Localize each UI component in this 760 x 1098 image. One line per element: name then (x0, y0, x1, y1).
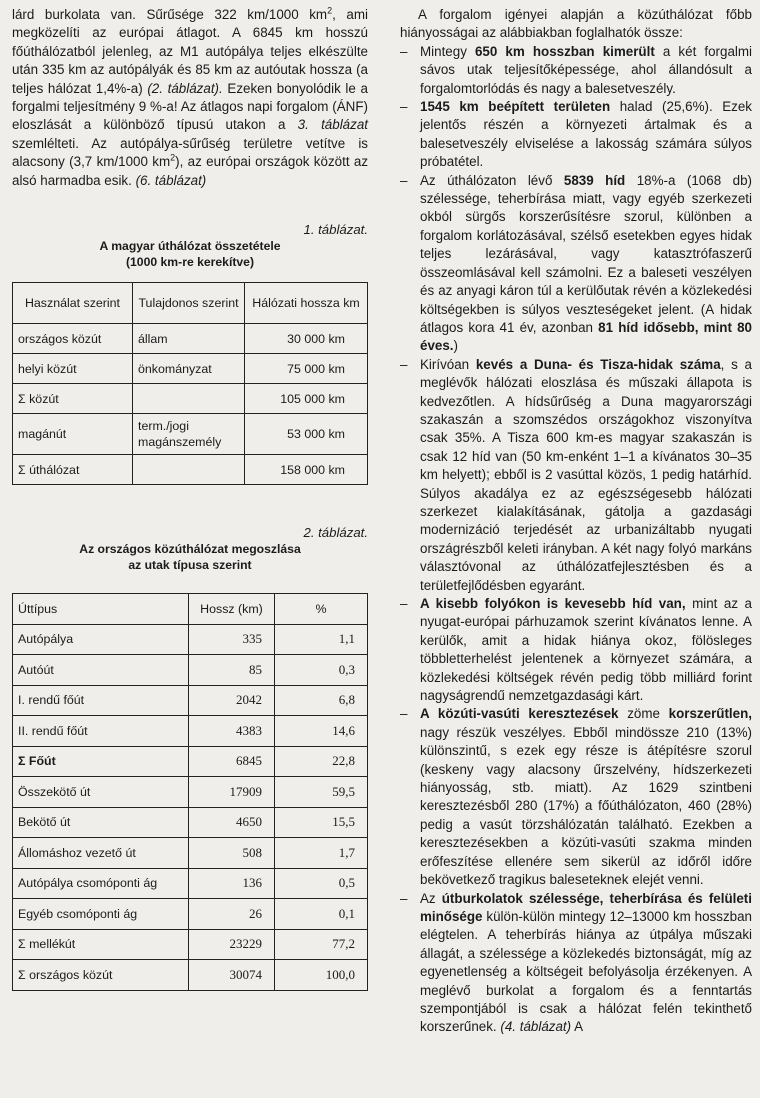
table-row (13, 960, 368, 991)
table-cell: 158 000 km (245, 455, 368, 485)
bold-text: 81 híd idősebb, mint 80 éves. (420, 319, 752, 354)
table-cell: 53 000 km (245, 414, 368, 455)
table2-title-line2: az utak típusa szerint (128, 558, 252, 573)
list-item (400, 98, 752, 172)
table-cell: 23229 (189, 929, 275, 960)
table-cell: 1,1 (275, 624, 368, 655)
table-cell: Autóút (13, 655, 189, 686)
table-cell: 85 (189, 655, 275, 686)
text-span: halad (25,6%). Ezek jelentős részén a környezeti ártalmak és a balesetveszély elviselése a lakosság számára súlyos próbatétel. (420, 99, 752, 170)
table-cell: 15,5 (275, 807, 368, 838)
list-item (400, 595, 752, 705)
bold-text: A közúti-vasúti keresztezések (420, 706, 619, 722)
bold-text: 650 km hosszban kimerült (474, 43, 655, 59)
table-row (13, 414, 368, 455)
table-row (13, 655, 368, 686)
table-cell: Σ országos közút (13, 960, 189, 991)
text-span: , ami megközelíti az európai átlagot. A 6845 km hosszú főúthálózatból jelenleg, az M1 autópálya teljes elkészülte után 335 km az autópályák és 85 km az autóutak hossza (a teljes hálózat 1,4%-a) (12, 7, 368, 96)
table-cell: 335 (189, 624, 275, 655)
text-span: szemlélteti. Az autópálya-sűrűség területre vetítve is alacsony (3,7 km/1000 km (12, 135, 368, 170)
text-span: mint az a nyugat-európai párhuzamok szerint kívánatos lenne. A kerülők, amit a hidak hiánya okoz, fölösleges többletterhelést jelentenek a környezet számára, a közlekedési költségek révén pedig több milliárd forint nagyságrendű nemzetgazdasági kárt. (420, 596, 752, 704)
table-cell: 77,2 (275, 929, 368, 960)
table1 (12, 282, 368, 485)
table-cell: 30074 (189, 960, 275, 991)
table-cell: 17909 (189, 777, 275, 808)
table-cell: I. rendű főút (13, 685, 189, 716)
table-cell: 22,8 (275, 746, 368, 777)
table2-number: 2. táblázat. (303, 525, 368, 541)
table-cell: országos közút (13, 324, 133, 354)
table-cell: Σ mellékút (13, 929, 189, 960)
table-cell: Σ közút (13, 384, 133, 414)
table-cell: 105 000 km (245, 384, 368, 414)
table-cell: 508 (189, 838, 275, 869)
table-row (13, 354, 368, 384)
table-row (13, 685, 368, 716)
dash-marker: – (400, 890, 408, 906)
dash-marker: – (400, 356, 408, 372)
table-cell: term./jogi magánszemély (133, 414, 245, 455)
table-cell: 0,1 (275, 899, 368, 930)
text-span: ), az európai országok között az alsó harmadba esik. (12, 154, 369, 188)
table-cell: Állomáshoz vezető út (13, 838, 189, 869)
table-row (13, 899, 368, 930)
table-reference: (4. táblázat) (500, 1019, 572, 1035)
intro-paragraph: A forgalom igényei alapján a közúthálózat főbb hiányosságai az alábbiakban foglalhatók össze: (400, 7, 752, 41)
bold-text: korszerűtlen, (668, 706, 752, 722)
dash-marker: – (400, 706, 408, 722)
table-cell: Autópálya csomóponti ág (13, 868, 189, 899)
text-span: ) (453, 338, 458, 354)
table-cell: 14,6 (275, 716, 368, 747)
table-cell: 59,5 (275, 777, 368, 808)
table1-title-line2: (1000 km-re kerekítve) (125, 255, 255, 270)
table2 (12, 593, 368, 991)
table-cell: Bekötő út (13, 807, 189, 838)
table2-title-line1: Az országos közúthálózat megoszlása (79, 542, 301, 557)
table1-title-line1: A magyar úthálózat összetétele (99, 239, 281, 254)
list-item (400, 356, 752, 595)
list-item (400, 705, 752, 889)
text-span: Az (420, 890, 442, 906)
table-cell: 100,0 (275, 960, 368, 991)
table1-block (12, 221, 368, 485)
bold-text: 5839 híd (563, 172, 626, 188)
table-cell: 1,7 (275, 838, 368, 869)
table-cell: Autópálya (13, 624, 189, 655)
table-row (13, 807, 368, 838)
table-reference: (6. táblázat) (135, 172, 207, 188)
table1-header-cell: Tulajdonos szerint (133, 283, 245, 324)
table-cell: 6845 (189, 746, 275, 777)
table-cell: 75 000 km (245, 354, 368, 384)
superscript: 2 (170, 152, 176, 163)
table-cell: Σ úthálózat (13, 455, 133, 485)
text-span: , s a meglévők hálózati eloszlása és műszaki állapota is kedvezőtlen. A hídsűrűség a Duna magyarországi szakaszán a szomszédos országokhoz viszonyítva csak 35%. A Tisza 600 km-es magyar szakaszán is csak 12 híd van (50 km-enként 1–1 a kívánatos 30–35 km helyett); ebből is 2 vasúttal közös, 1 pedig határhíd. Súlyos akadálya ez az egészségesebb hálózati szerkezet kialakításának, gátolja a gazdasági modernizáció terjedését az urbanizáltabb nyugati országrészből keleti irányban. A két nagy folyó markáns választóvonal az úthálózatfejlesztésben és a területfejlődésben egyaránt. (420, 356, 752, 593)
table1-header-cell: Használat szerint (13, 283, 133, 324)
table2-header-cell: Úttípus (13, 594, 189, 625)
dash-marker: – (400, 172, 408, 188)
table-cell: állam (133, 324, 245, 354)
table-cell (133, 384, 245, 414)
table-cell: 4383 (189, 716, 275, 747)
table-row (13, 746, 368, 777)
table-row (13, 624, 368, 655)
table-row (13, 838, 368, 869)
bold-text: 1545 km beépített területen (420, 99, 611, 115)
text-span: zöme (618, 706, 669, 722)
table-cell: magánút (13, 414, 133, 455)
table-cell: 30 000 km (245, 324, 368, 354)
text-span: Az úthálózaton lévő (420, 172, 564, 188)
table2-title (12, 541, 368, 573)
text-span: lárd burkolata van. Sűrűsége 322 km/1000 km (12, 7, 328, 22)
table1-header-cell: Hálózati hossza km (245, 283, 368, 324)
bold-text: A kisebb folyókon is kevesebb híd van, (420, 596, 686, 611)
table1-number: 1. táblázat. (303, 222, 368, 238)
text-span: a két forgalmi sávos utak teljesítőképessége, ahol állandósult a forgalomtorlódás és nagy a balesetveszély. (420, 43, 752, 96)
table-cell: 136 (189, 868, 275, 899)
table-row (13, 868, 368, 899)
text-span: Mintegy (420, 43, 475, 59)
table-cell (133, 455, 245, 485)
table-cell: 0,5 (275, 868, 368, 899)
table-cell: Összekötő út (13, 777, 189, 808)
dash-marker: – (400, 596, 408, 611)
left-paragraph (12, 6, 368, 190)
table-row (13, 777, 368, 808)
table2-header-cell: % (275, 594, 368, 625)
bold-text: kevés a Duna- és Tisza-hidak száma (475, 356, 721, 372)
table-cell: helyi közút (13, 354, 133, 384)
superscript: 2 (327, 5, 333, 16)
right-column (400, 6, 752, 1037)
dash-marker: – (400, 43, 408, 59)
table-row (13, 716, 368, 747)
table2-header-cell: Hossz (km) (189, 594, 275, 625)
bold-text: útburkolatok szélessége, teherbírása és felületi minősége (420, 890, 752, 924)
list-item (400, 43, 752, 98)
table2-block (12, 524, 368, 991)
text-span: Kirívóan (420, 356, 476, 372)
text-span: A (571, 1019, 584, 1035)
table-cell: 2042 (189, 685, 275, 716)
text-span: nagy részük veszélyes. Ebből mindössze 210 (13%) különszintű, s ezek egy része is átépítésre szorul (keskeny vagy alacsony űrszelvény, hídszerkezeti hiányosság, stb. miatt). Az 1629 szintbeni keresztezésből 280 (17%) a főúthálózaton, 460 (28%) pedig a vasút törzshálózatán található. Ezekben a keresztezésekben a közúti-vasúti szakma minden erőfeszítése ellenére sem sikerül az időről időre bekövetkező tragikus baleseteknek elejét venni. (420, 724, 752, 888)
text-span: külön-külön mintegy 12–13000 km hosszban elégtelen. A teherbírás hiánya az útpálya műszaki állagát, a szélessége a közlekedés biztonságát, míg az egyenetlenség a költségeit befolyásolja érzékenyen. A meglévő burkolat a forgalom és a fenntartás szempontjából is csak a hálózat felén tekinthető korszerűnek. (420, 908, 752, 1035)
table-cell: II. rendű főút (13, 716, 189, 747)
table1-header-row (13, 283, 368, 324)
table-cell: 26 (189, 899, 275, 930)
list-item (400, 172, 752, 356)
table-reference: 3. táblázat (297, 117, 368, 133)
table2-header-row (13, 594, 368, 625)
table-row (13, 324, 368, 354)
table-cell: Egyéb csomóponti ág (13, 899, 189, 930)
text-span: 18%-a (1068 db) szélessége, teherbírása miatt, vagy egyéb szerkezeti okból sürgős korszerűsítésre szorul, különben a forgalom korlátozásával, szélső esetekben egyes hidak teljes lezárásával, vagy katasztrófaszerű összeomlásával kell számolni. Ez a baleseti veszélyen és az anyagi káron túl a kerülőutak révén a közlekedési költségekben is súlyos veszteségeket jelent. (A hidak átlagos kora 41 év, azonban (420, 172, 752, 335)
text-span: Ezeken bonyolódik le a forgalmi teljesítmény 9 %-a! Az átlagos napi forgalom (ÁNF) eloszlását a különböző típusú utakon a (12, 80, 368, 133)
dash-marker: – (400, 99, 408, 115)
table-cell: 4650 (189, 807, 275, 838)
table-cell: önkományzat (133, 354, 245, 384)
list-item (400, 890, 752, 1037)
table-reference: (2. táblázat). (147, 80, 223, 96)
table-cell: Σ Főút (13, 746, 189, 777)
table-cell: 6,8 (275, 685, 368, 716)
left-column (12, 6, 368, 991)
table-row (13, 455, 368, 485)
table1-title (12, 238, 368, 270)
table-row (13, 384, 368, 414)
table-row (13, 929, 368, 960)
table-cell: 0,3 (275, 655, 368, 686)
